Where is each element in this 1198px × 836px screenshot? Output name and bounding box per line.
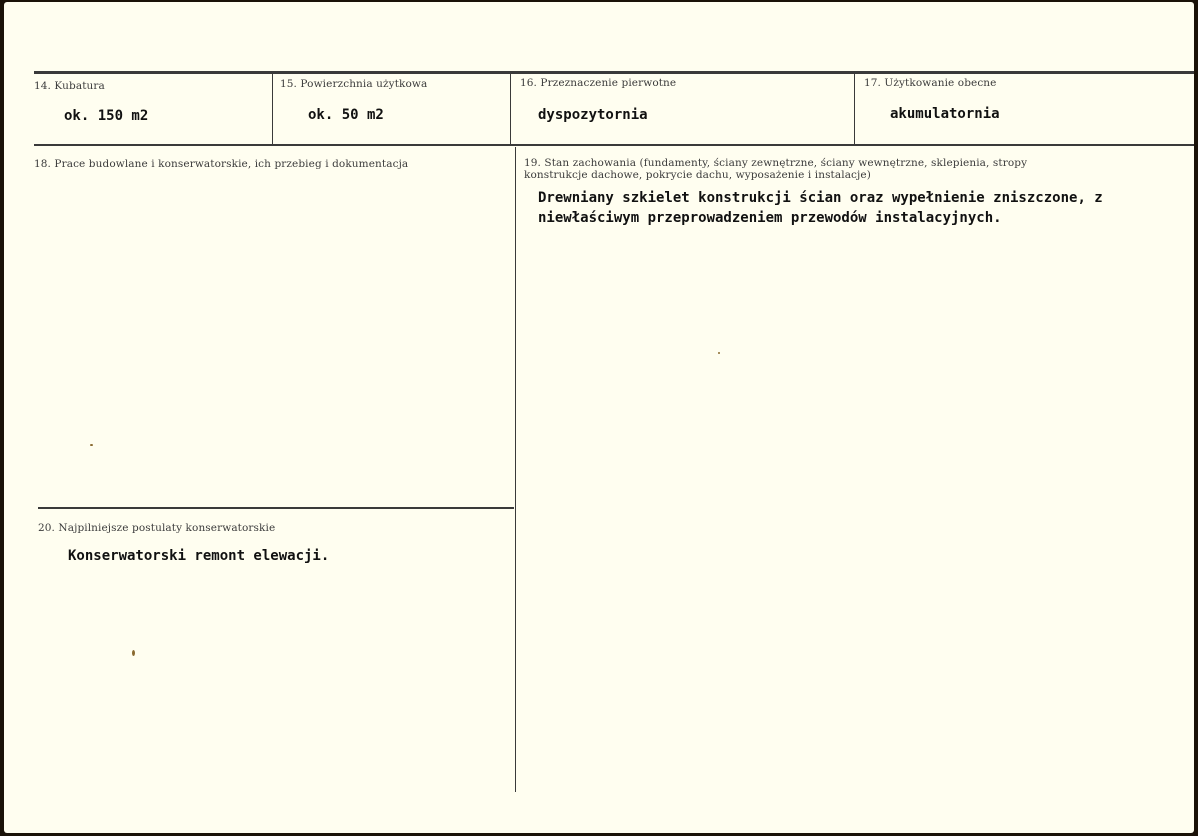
powierzchnia-value: ok. 50 m2 xyxy=(308,107,384,123)
column-divider-2 xyxy=(510,72,511,144)
paper-speck xyxy=(132,650,135,656)
column-divider-3 xyxy=(854,72,855,144)
kubatura-label: 14. Kubatura xyxy=(34,80,105,92)
column-divider-1 xyxy=(272,72,273,144)
postulaty-value: Konserwatorski remont elewacji. xyxy=(68,548,330,564)
prace-label: 18. Prace budowlane i konserwatorskie, ich przebieg i dokumentacja xyxy=(34,158,409,170)
section-divider xyxy=(38,507,514,509)
powierzchnia-label: 15. Powierzchnia użytkowa xyxy=(280,78,428,90)
stan-value: Drewniany szkielet konstrukcji ścian oraz wypełnienie zniszczone, z niewłaściwym przeprowadzeniem przewodów instalacyjnych. xyxy=(538,190,1103,226)
row-divider xyxy=(34,144,1194,146)
stan-label: 19. Stan zachowania (fundamenty, ściany zewnętrzne, ściany wewnętrzne, sklepienia, stropy konstrukcje dachowe, pokrycie dachu, wyposażenie i instalacje) xyxy=(524,157,1028,181)
przeznaczenie-label: 16. Przeznaczenie pierwotne xyxy=(520,77,677,89)
przeznaczenie-value: dyspozytornia xyxy=(538,107,648,123)
paper-speck xyxy=(718,352,720,354)
uzytkowanie-value: akumulatornia xyxy=(890,106,1000,122)
paper-speck xyxy=(90,444,93,446)
record-card xyxy=(4,2,1194,833)
postulaty-label: 20. Najpilniejsze postulaty konserwatorskie xyxy=(38,522,276,534)
uzytkowanie-label: 17. Użytkowanie obecne xyxy=(864,77,997,89)
main-column-divider xyxy=(515,147,516,792)
top-rule xyxy=(34,71,1194,74)
kubatura-value: ok. 150 m2 xyxy=(64,108,149,124)
